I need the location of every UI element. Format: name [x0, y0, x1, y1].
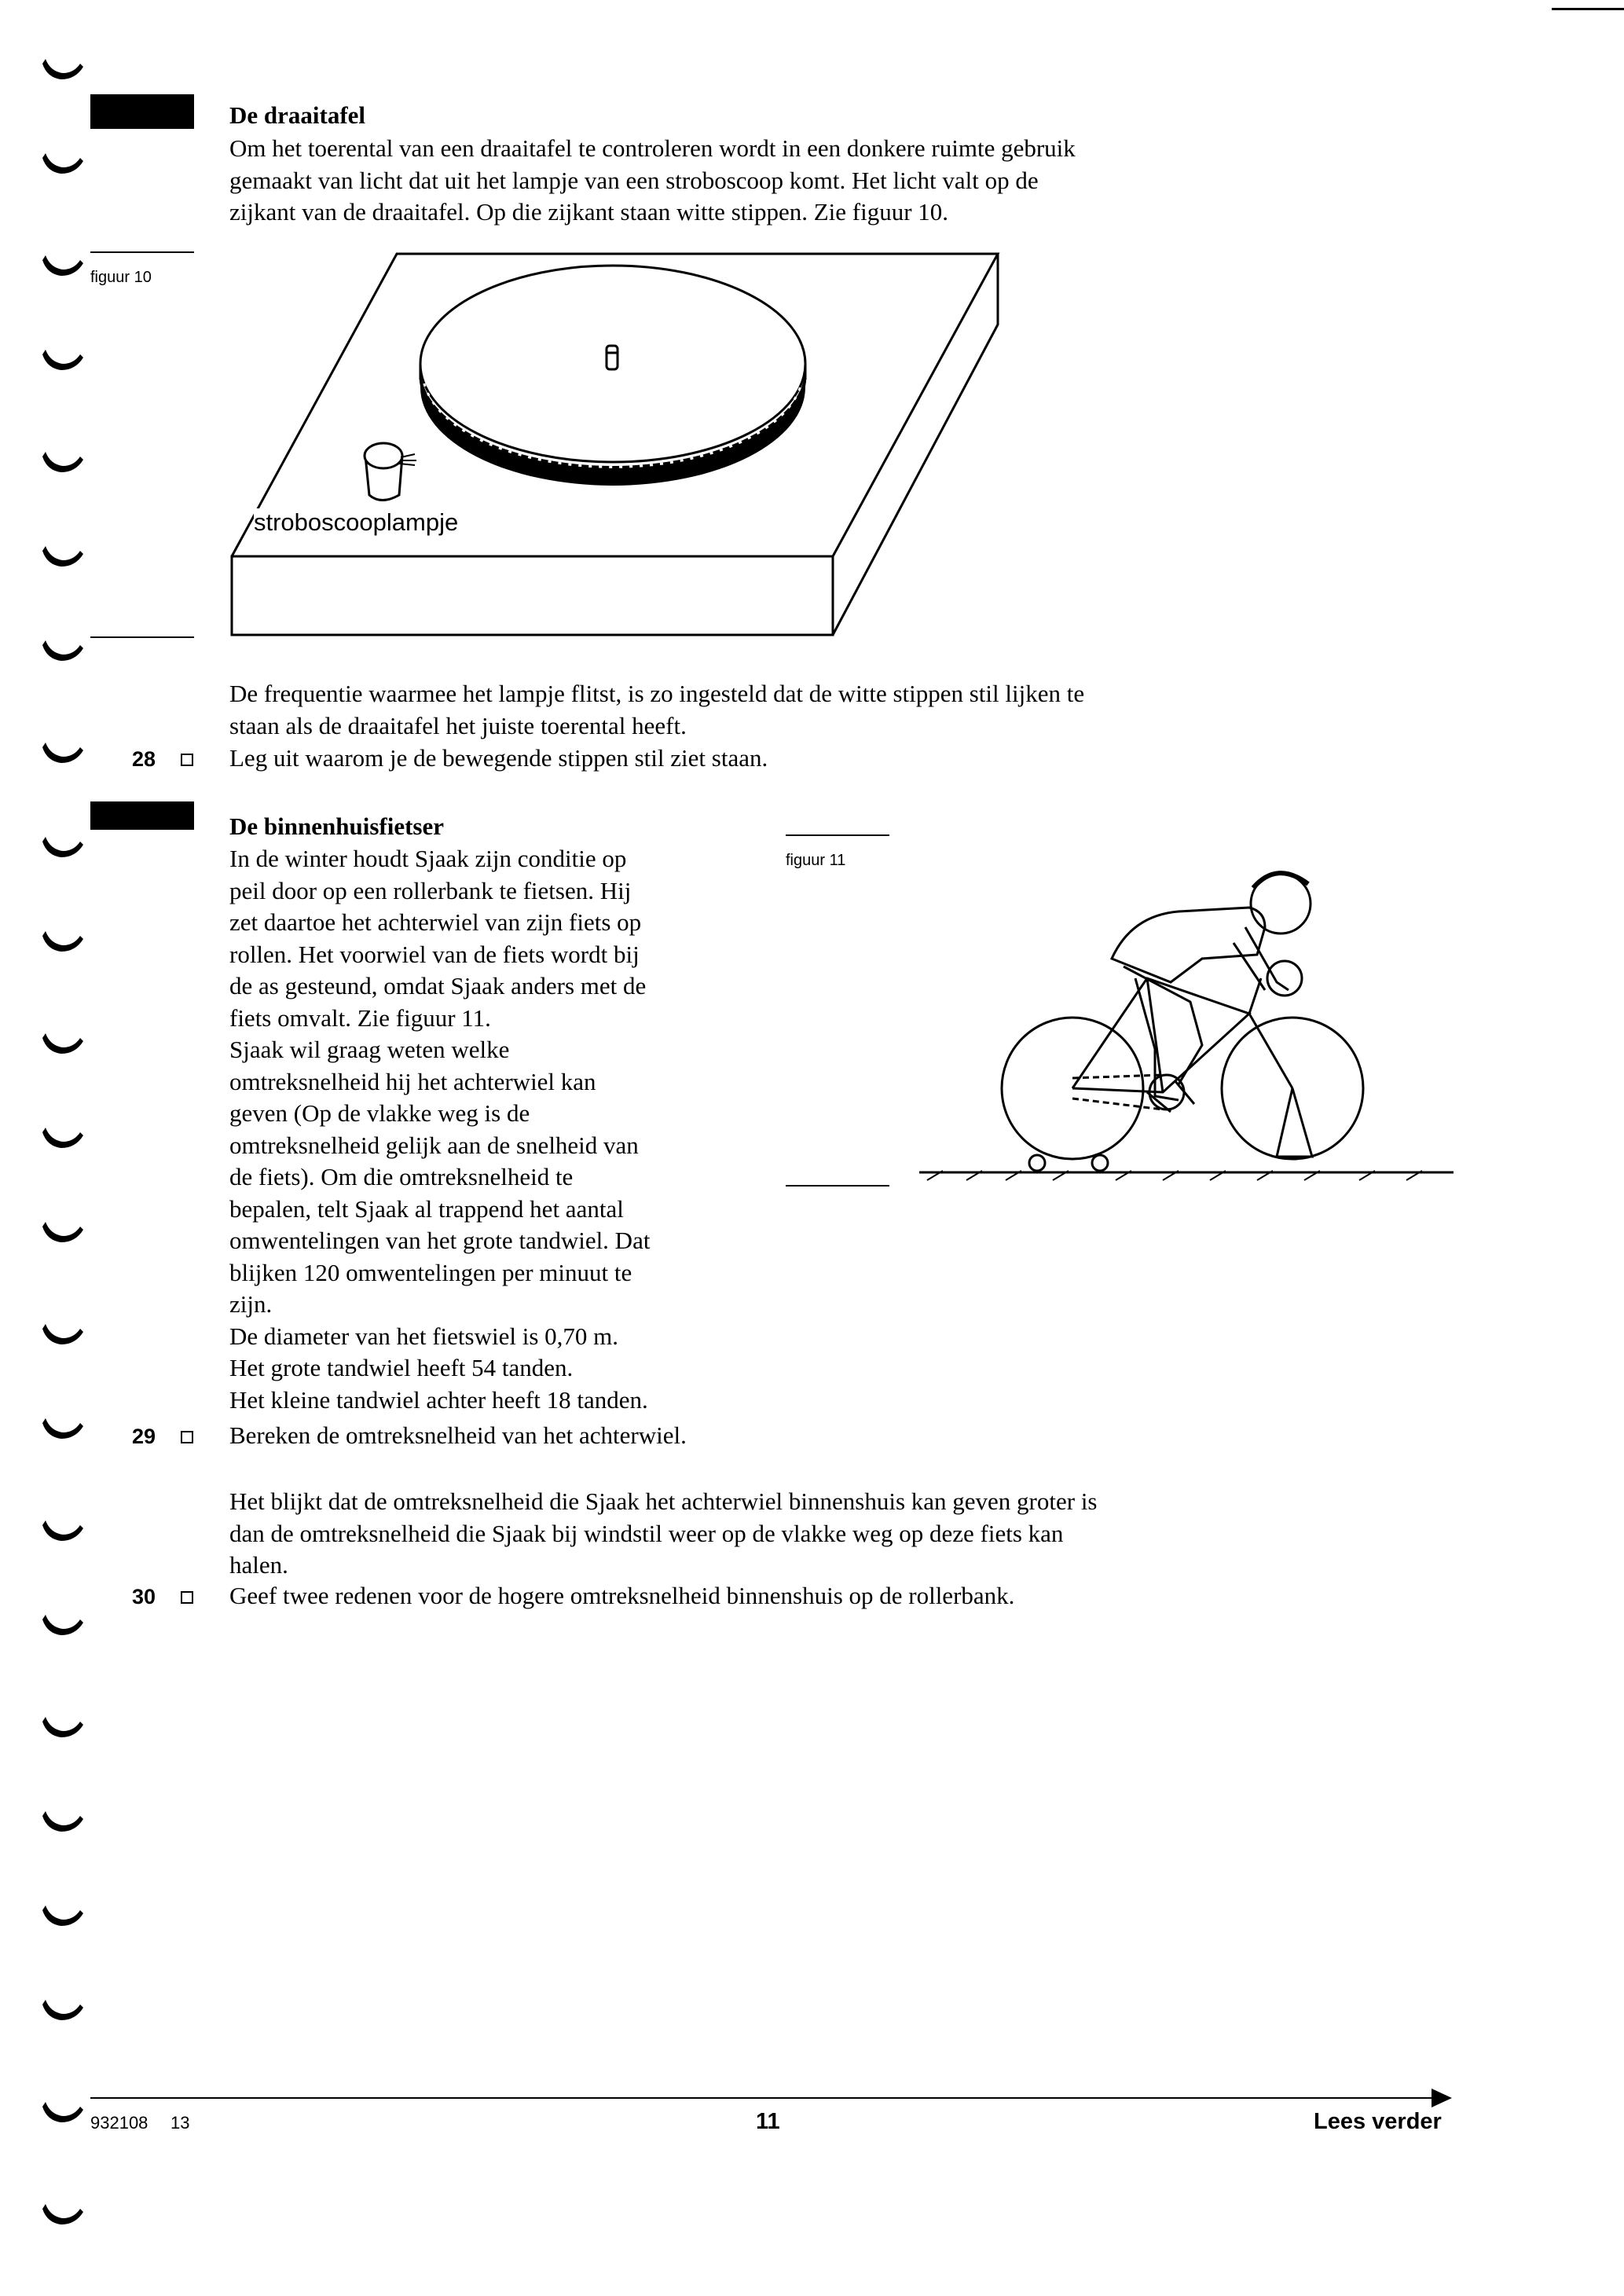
fietser-line: de fiets). Om die omtreksnelheid te — [229, 1163, 574, 1190]
section-marker-draaitafel — [90, 94, 194, 129]
binding-marks-svg — [39, 31, 94, 2294]
binding-hole-mark — [42, 255, 83, 276]
after-line: staan als de draaitafel het juiste toerental heeft. — [229, 711, 687, 739]
binding-hole-mark — [42, 1905, 83, 1926]
binding-hole-mark — [42, 743, 83, 763]
spindle-icon — [607, 346, 618, 369]
binding-hole-mark — [42, 2102, 83, 2122]
intro-paragraph — [229, 133, 1345, 229]
question-30-checkbox[interactable] — [181, 1591, 193, 1604]
binding-hole-mark — [42, 452, 83, 472]
platter-rim — [420, 376, 805, 474]
arrow-right-icon — [1432, 2089, 1452, 2107]
after-line: De frequentie waarmee het lampje flitst, is zo ingesteld dat de witte stippen stil lijken te — [229, 680, 1085, 707]
fietser-line: de as gesteund, omdat Sjaak anders met de — [229, 972, 647, 999]
figure-10-bottom-rule — [90, 636, 194, 638]
binding-hole-mark — [42, 546, 83, 567]
roller-right — [1092, 1155, 1108, 1171]
fietser-line: omtreksnelheid hij het achterwiel kan — [229, 1067, 596, 1095]
question-30-text: Geef twee redenen voor de hogere omtreksnelheid binnenshuis op de rollerbank. — [229, 1582, 1015, 1609]
fietser-after-line: halen. — [229, 1551, 288, 1579]
binding-hole-mark — [42, 1128, 83, 1148]
intro-line: zijkant van de draaitafel. Op die zijkant staan witte stippen. Zie figuur 10. — [229, 198, 949, 226]
section-title-draaitafel: De draaitafel — [229, 101, 366, 129]
binding-hole-mark — [42, 1033, 83, 1054]
binding-hole-mark — [42, 1324, 83, 1344]
fietser-line: Het grote tandwiel heeft 54 tanden. — [229, 1354, 574, 1381]
fietser-line: blijken 120 omwentelingen per minuut te — [229, 1258, 632, 1286]
fietser-line: De diameter van het fietswiel is 0,70 m. — [229, 1322, 619, 1350]
footer-code: 932108 — [90, 2113, 148, 2133]
fietser-line: peil door op een rollerbank te fietsen. Hij — [229, 876, 632, 904]
section-title-fietser: De binnenhuisfietser — [229, 812, 444, 840]
fietser-line: Het kleine tandwiel achter heeft 18 tanden. — [229, 1385, 648, 1414]
fietser-line: bepalen, telt Sjaak al trappend het aantal — [229, 1194, 624, 1223]
corner-mark — [1552, 8, 1624, 10]
binding-hole-mark — [42, 1717, 83, 1737]
question-29-text: Bereken de omtreksnelheid van het achterwiel. — [229, 1421, 687, 1449]
front-wheel-support — [1277, 1088, 1312, 1157]
binding-hole-mark — [42, 1418, 83, 1439]
fietser-line: In de winter houdt Sjaak zijn conditie op — [229, 845, 627, 872]
strobe-lamp-label: stroboscooplampje — [254, 508, 459, 536]
binding-hole-mark — [42, 1615, 83, 1635]
figure-11-cyclist — [919, 825, 1461, 1194]
binding-hole-mark — [42, 837, 83, 857]
binding-hole-mark — [42, 2000, 83, 2020]
fietser-line: omwentelingen van het grote tandwiel. Dat — [229, 1227, 651, 1254]
footer-sheet: 13 — [170, 2113, 190, 2133]
question-29-checkbox[interactable] — [181, 1431, 193, 1443]
figure-10-top-rule — [90, 251, 194, 253]
binding-hole-mark — [42, 931, 83, 952]
figure-10-label: figuur 10 — [90, 269, 152, 286]
fietser-paragraph — [229, 843, 779, 1416]
question-28-checkbox[interactable] — [181, 754, 193, 766]
figure-11-top-rule — [786, 834, 889, 836]
binding-hole-mark — [42, 1222, 83, 1242]
fietser-line: zijn. — [229, 1290, 273, 1318]
fietser-line: zet daartoe het achterwiel van zijn fiets op — [229, 908, 642, 936]
fietser-after-paragraph — [229, 1486, 1377, 1582]
turntable-base-front — [232, 556, 833, 635]
rider-body — [1112, 908, 1265, 982]
binding-hole-mark — [42, 2204, 83, 2224]
continue-label: Lees verder — [1314, 2109, 1442, 2134]
intro-line: gemaakt van licht dat uit het lampje van een stroboscoop komt. Het licht valt op de — [229, 166, 1039, 194]
figure-11-bottom-rule — [786, 1185, 889, 1187]
draaitafel-after-paragraph — [229, 678, 1345, 742]
binding-hole-mark — [42, 640, 83, 661]
fietser-line: Sjaak wil graag weten welke — [229, 1036, 510, 1063]
turntable-base-side — [833, 254, 998, 635]
fietser-line: fiets omvalt. Zie figuur 11. — [229, 1003, 491, 1032]
platter-side-band — [420, 368, 805, 486]
roller-left — [1029, 1155, 1045, 1171]
binding-hole-mark — [42, 59, 83, 79]
fietser-line: geven (Op de vlakke weg is de — [229, 1099, 530, 1127]
binding-hole-mark — [42, 1520, 83, 1541]
page-number: 11 — [756, 2109, 780, 2134]
binding-hole-mark — [42, 153, 83, 174]
question-29-number: 29 — [132, 1425, 156, 1448]
figure-11-label: figuur 11 — [786, 852, 846, 869]
question-28-number: 28 — [132, 747, 156, 771]
section-marker-fietser — [90, 801, 194, 830]
fietser-after-line: dan de omtreksnelheid die Sjaak bij windstil weer op de vlakke weg op deze fiets kan — [229, 1519, 1064, 1547]
question-28-text: Leg uit waarom je de bewegende stippen stil ziet staan. — [229, 744, 768, 772]
binding-hole-mark — [42, 350, 83, 370]
figure-10-turntable — [228, 250, 1006, 643]
intro-line: Om het toerental van een draaitafel te controleren wordt in een donkere ruimte gebruik — [229, 134, 1076, 162]
fietser-line: rollen. Het voorwiel van de fiets wordt bij — [229, 940, 640, 968]
fietser-after-line: Het blijkt dat de omtreksnelheid die Sjaak het achterwiel binnenshuis kan geven groter is — [229, 1487, 1098, 1515]
question-30-number: 30 — [132, 1585, 156, 1608]
helmet-icon — [1267, 961, 1302, 996]
footer-rule — [90, 2097, 1442, 2099]
strobe-lamp-icon — [365, 443, 416, 501]
fietser-line: omtreksnelheid gelijk aan de snelheid van — [229, 1131, 639, 1159]
binding-hole-mark — [42, 1811, 83, 1832]
